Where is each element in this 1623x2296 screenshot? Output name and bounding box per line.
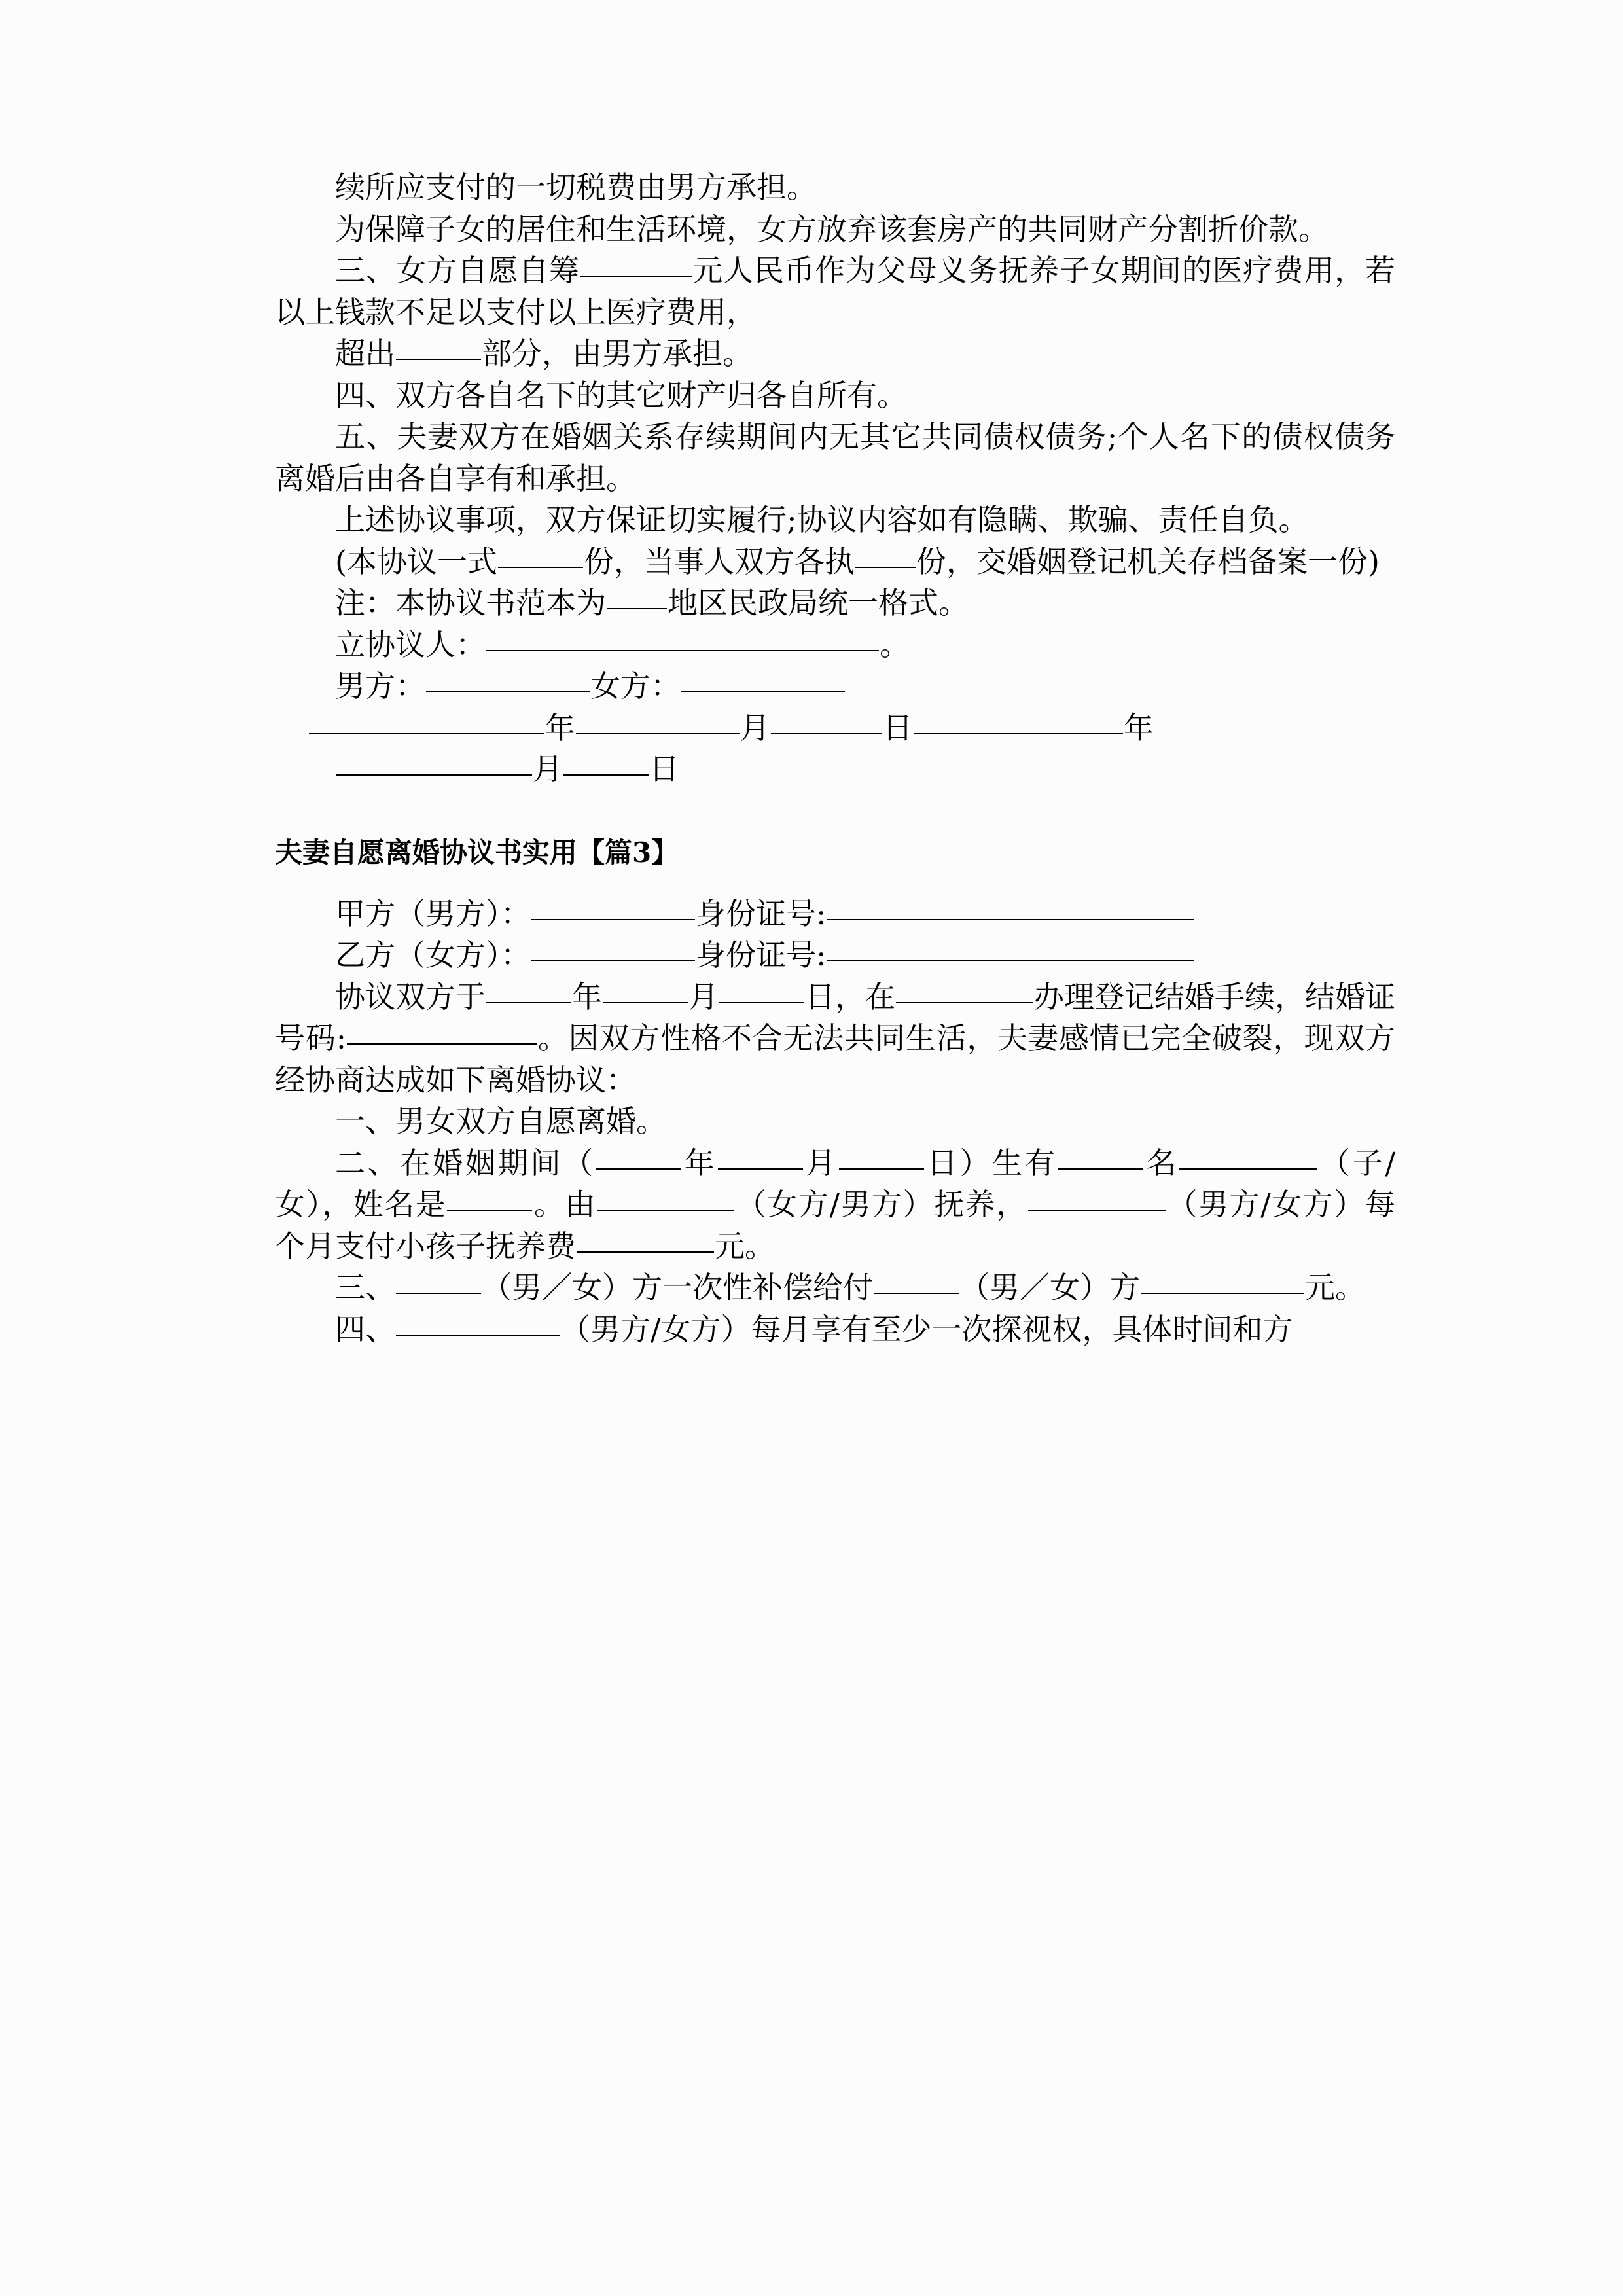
date2-year-label: 年 bbox=[1123, 709, 1154, 745]
child-count-label: 名 bbox=[1143, 1145, 1179, 1181]
blank-date2-day[interactable] bbox=[563, 774, 649, 776]
compensation-suffix: 元。 bbox=[1305, 1270, 1365, 1305]
paragraph-text: 一、男女双方自愿离婚。 bbox=[335, 1103, 666, 1139]
children-middle-2: 。由 bbox=[533, 1187, 597, 1222]
section-heading-pian3: 夫妻自愿离婚协议书实用【篇3】 bbox=[275, 836, 679, 869]
birth-month-label: 月 bbox=[803, 1145, 838, 1181]
birth-day-label: 日）生有 bbox=[925, 1145, 1058, 1181]
date1-year-label: 年 bbox=[544, 709, 575, 745]
compensation-party-label: （男／女）方 bbox=[959, 1270, 1140, 1305]
blank-visitation-party[interactable] bbox=[396, 1335, 560, 1336]
party-a-label: 甲方（男方）： bbox=[335, 895, 531, 931]
paragraph-marriage-registration bbox=[275, 977, 1395, 1102]
blank-child-count[interactable] bbox=[1058, 1168, 1143, 1170]
blank-marriage-certificate-no[interactable] bbox=[347, 1043, 537, 1045]
paragraph-clause-2-children bbox=[275, 1143, 1395, 1268]
date2-day-label: 日 bbox=[649, 751, 679, 787]
blank-support-amount[interactable] bbox=[577, 1251, 714, 1253]
heading-spacer bbox=[275, 874, 1395, 893]
compensation-prefix: 三、 bbox=[335, 1270, 395, 1305]
party-b-id-label: 身份证号: bbox=[696, 937, 827, 973]
paragraph-tax-burden bbox=[275, 167, 1395, 209]
date2-month-label: 月 bbox=[533, 751, 563, 787]
paragraph-template-source-note bbox=[275, 583, 1395, 624]
paragraph-clause-5-debts bbox=[275, 416, 1395, 499]
paragraph-clause-3-compensation bbox=[275, 1267, 1395, 1309]
paragraph-clause-4-property bbox=[275, 375, 1395, 417]
blank-date2-month[interactable] bbox=[336, 774, 532, 776]
blank-birth-day[interactable] bbox=[839, 1168, 924, 1170]
visitation-prefix: 四、 bbox=[335, 1311, 395, 1347]
blank-custody-party[interactable] bbox=[597, 1210, 734, 1211]
blank-party-b-name[interactable] bbox=[531, 960, 695, 961]
paragraph-excess-amount bbox=[275, 333, 1395, 375]
blank-registration-place[interactable] bbox=[896, 1002, 1033, 1003]
blank-medical-amount[interactable] bbox=[580, 276, 692, 277]
blank-compensation-amount[interactable] bbox=[1141, 1293, 1304, 1294]
husband-label: 男方： bbox=[335, 668, 425, 704]
signature-date-line-2 bbox=[275, 749, 1395, 791]
party-b-label: 乙方（女方）： bbox=[335, 937, 531, 973]
blank-date2-year[interactable] bbox=[914, 733, 1123, 734]
copies-suffix: 份，交婚姻登记机关存档备案一份) bbox=[916, 543, 1380, 579]
blank-compensation-payee[interactable] bbox=[874, 1293, 959, 1294]
blank-husband-signature[interactable] bbox=[426, 691, 590, 692]
birth-year-label: 年 bbox=[682, 1145, 717, 1181]
paragraph-text: 上述协议事项，双方保证切实履行;协议内容如有隐瞒、欺骗、责任自负。 bbox=[335, 502, 1309, 537]
clause-3-prefix: 三、女方自愿自筹 bbox=[335, 253, 580, 288]
marriage-day-label: 日，在 bbox=[805, 978, 895, 1014]
blank-date1-day[interactable] bbox=[771, 733, 882, 734]
section-spacer bbox=[275, 791, 1395, 833]
document-body bbox=[275, 167, 1395, 1350]
blank-compensation-payer[interactable] bbox=[396, 1293, 481, 1294]
blank-birth-year[interactable] bbox=[596, 1168, 681, 1170]
blank-region[interactable] bbox=[607, 608, 667, 609]
blank-birth-month[interactable] bbox=[718, 1168, 803, 1170]
paragraph-party-a bbox=[275, 893, 1395, 935]
copies-prefix: (本协议一式 bbox=[335, 543, 497, 579]
paragraph-copies-note bbox=[275, 541, 1395, 583]
paragraph-party-b bbox=[275, 935, 1395, 977]
paragraph-clause-4-visitation bbox=[275, 1309, 1395, 1351]
registration-middle: 办理登记结婚手续，结婚证号码: bbox=[275, 978, 1395, 1056]
paragraph-signatories bbox=[275, 624, 1395, 666]
blank-wife-signature[interactable] bbox=[681, 691, 845, 692]
blank-child-name[interactable] bbox=[447, 1210, 532, 1211]
blank-each-party-copies[interactable] bbox=[855, 567, 916, 568]
paragraph-performance-guarantee bbox=[275, 499, 1395, 541]
blank-support-payer[interactable] bbox=[1028, 1210, 1166, 1211]
paragraph-text: 为保障子女的居住和生活环境，女方放弃该套房产的共同财产分割折价款。 bbox=[335, 211, 1329, 247]
paragraph-child-residence bbox=[275, 209, 1395, 251]
clause-3-suffix: 元人民币作为父母义务抚养子女期间的医疗费用，若以上钱款不足以支付以上医疗费用， bbox=[275, 253, 1396, 330]
note-prefix: 注：本协议书范本为 bbox=[335, 585, 606, 620]
paragraph-text: 四、双方各自名下的其它财产归各自所有。 bbox=[335, 377, 907, 413]
marriage-month-label: 月 bbox=[688, 978, 719, 1014]
date1-day-label: 日 bbox=[882, 709, 913, 745]
compensation-middle: （男／女）方一次性补偿给付 bbox=[482, 1270, 873, 1305]
copies-middle: 份，当事人双方各执 bbox=[583, 543, 855, 579]
marriage-year-label: 年 bbox=[572, 978, 602, 1014]
paragraph-clause-3-medical bbox=[275, 250, 1395, 333]
blank-child-gender[interactable] bbox=[1179, 1168, 1317, 1170]
blank-date1-month[interactable] bbox=[576, 733, 740, 734]
signature-date-line-1 bbox=[275, 708, 1395, 749]
party-a-id-label: 身份证号: bbox=[696, 895, 827, 931]
paragraph-party-signatures bbox=[275, 666, 1395, 708]
blank-marriage-year[interactable] bbox=[486, 1002, 571, 1003]
paragraph-text: 五、夫妻双方在婚姻关系存续期间内无其它共同债权债务;个人名下的债权债务离婚后由各自享有和承担。 bbox=[275, 419, 1395, 496]
registration-suffix: 。因双方性格不合无法共同生活，夫妻感情已完全破裂，现双方经协商达成如下离婚协议： bbox=[275, 1020, 1396, 1098]
blank-party-a-name[interactable] bbox=[531, 919, 695, 920]
signatories-label: 立协议人： bbox=[335, 626, 486, 662]
excess-prefix: 超出 bbox=[335, 336, 395, 371]
blank-signatories[interactable] bbox=[486, 650, 879, 651]
signatories-period: 。 bbox=[880, 626, 910, 662]
blank-party-b-id[interactable] bbox=[827, 960, 1194, 961]
paragraph-clause-1-voluntary bbox=[275, 1101, 1395, 1143]
children-suffix: 元。 bbox=[715, 1228, 775, 1264]
registration-prefix: 协议双方于 bbox=[335, 978, 486, 1014]
date1-month-label: 月 bbox=[740, 709, 770, 745]
wife-label: 女方： bbox=[590, 668, 681, 704]
children-middle-3: （女方/男方）抚养， bbox=[735, 1187, 1027, 1222]
blank-marriage-month[interactable] bbox=[603, 1002, 688, 1003]
children-prefix: 二、在婚姻期间（ bbox=[335, 1145, 596, 1181]
children-middle-1: （子/女），姓名是 bbox=[275, 1145, 1395, 1222]
blank-total-copies[interactable] bbox=[498, 567, 583, 568]
paragraph-text: 续所应支付的一切税费由男方承担。 bbox=[335, 170, 817, 205]
blank-date1-year[interactable] bbox=[309, 733, 544, 734]
visitation-suffix: （男方/女方）每月享有至少一次探视权，具体时间和方 bbox=[560, 1311, 1293, 1347]
blank-marriage-day[interactable] bbox=[719, 1002, 804, 1003]
children-middle-4: （男方/女方）每个月支付小孩子抚养费 bbox=[275, 1187, 1396, 1264]
blank-excess-amount[interactable] bbox=[396, 359, 481, 360]
note-suffix: 地区民政局统一格式。 bbox=[668, 585, 969, 620]
blank-party-a-id[interactable] bbox=[827, 919, 1194, 920]
excess-suffix: 部分，由男方承担。 bbox=[482, 336, 753, 371]
